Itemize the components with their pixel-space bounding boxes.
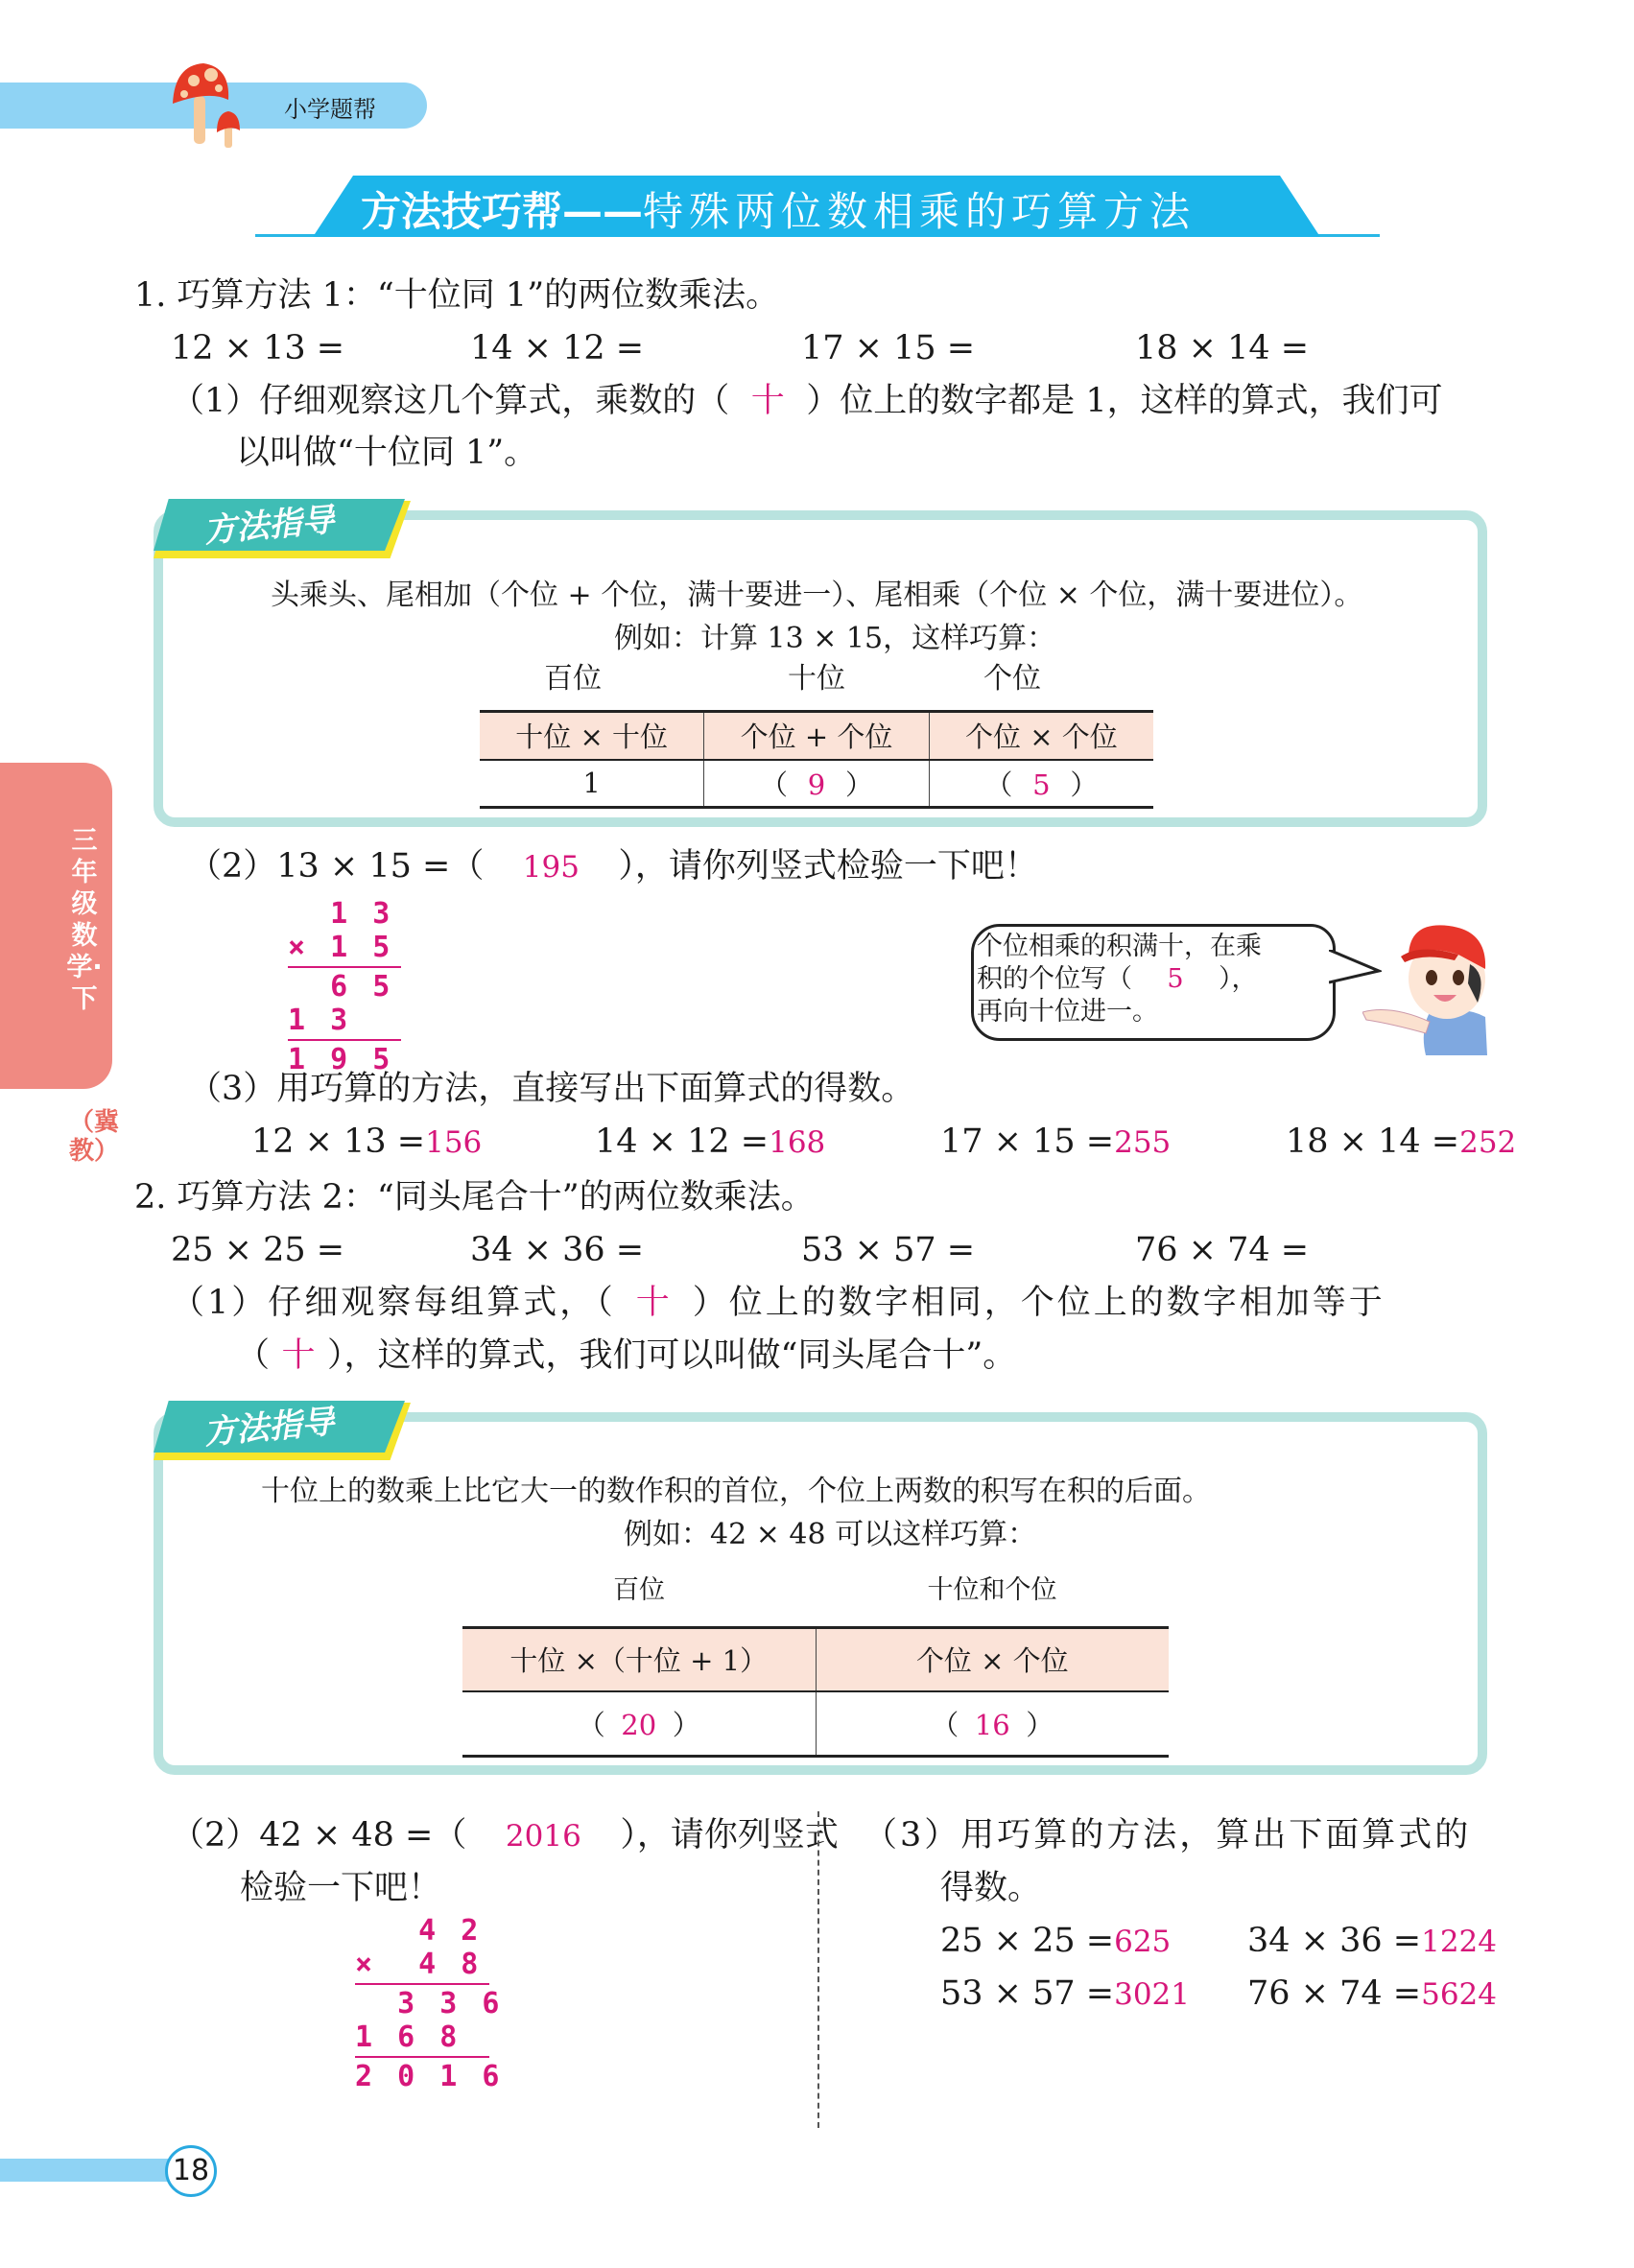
q2-heading: 2. 巧算方法 2：“同头尾合十”的两位数乘法。 (134, 1178, 815, 1217)
q2-part1-answer2: 十 (281, 1336, 316, 1375)
guide-example: 例如：计算 13 × 15，这样巧算： (614, 622, 1056, 655)
q2-result: 53 × 57 =3021 (940, 1974, 1191, 2013)
guide-col-labels: 百位 十位和个位 (613, 1575, 1057, 1605)
guide-rule: 十位上的数乘上比它大一的数作积的首位，个位上两数的积写在积的后面。 (261, 1475, 1211, 1508)
q1-part1: （1）仔细观察这几个算式，乘数的（ 十 ）位上的数字都是 1，这样的算式，我们可 (171, 382, 1443, 420)
q1-result: 18 × 14 =252 (1286, 1122, 1517, 1161)
vertical-calc-1: 1 3 × 1 5 6 5 1 3 1 9 5 (288, 897, 401, 1076)
side-grade-label: 三年级数学·下 (66, 826, 103, 1014)
q2-result: 25 × 25 =625 (940, 1922, 1172, 1960)
guide-example: 例如：42 × 48 可以这样巧算： (624, 1518, 1037, 1551)
q1-result: 14 × 12 =168 (595, 1122, 826, 1161)
q2-part3: （3）用巧算的方法，算出下面算式的 (864, 1816, 1472, 1855)
boy-character-illustration (1362, 916, 1487, 1059)
q1-expr: 14 × 12 = (470, 329, 645, 367)
q2-expr: 25 × 25 = (171, 1231, 345, 1269)
q1-result: 12 × 13 =156 (251, 1122, 483, 1161)
q1-part1-line2: 以叫做“十位同 1”。 (236, 434, 538, 472)
hint-text: 个位相乘的积满十，在乘 积的个位写（ 5 ）， 再向十位进一。 (977, 932, 1262, 1027)
q1-part3: （3）用巧算的方法，直接写出下面算式的得数。 (188, 1070, 915, 1108)
q2-part2: （2）42 × 48 =（ 2016 ），请你列竖式 (171, 1816, 839, 1855)
q2-expr: 53 × 57 = (801, 1231, 976, 1269)
brand-label: 小学题帮 (284, 96, 376, 123)
q2-result: 76 × 74 =5624 (1247, 1974, 1498, 2013)
side-edition-label: （冀教） (69, 1108, 120, 1166)
q1-heading: 1. 巧算方法 1：“十位同 1”的两位数乘法。 (134, 276, 780, 315)
q1-expr: 12 × 13 = (171, 329, 345, 367)
q2-expr: 76 × 74 = (1135, 1231, 1310, 1269)
q2-result: 34 × 36 =1224 (1247, 1922, 1498, 1960)
title-dash: —— (562, 188, 644, 235)
q2-part3-line2: 得数。 (940, 1869, 1042, 1907)
q2-expr: 34 × 36 = (470, 1231, 645, 1269)
q1-part2-answer: 195 (522, 850, 580, 885)
title-main: 方法技巧帮 (361, 188, 563, 235)
q2-part1: （1）仔细观察每组算式，（ 十 ）位上的数字相同，个位上的数字相加等于 (171, 1284, 1385, 1322)
footer-bar (0, 2159, 168, 2182)
guide-table-1: 十位 × 十位 个位 + 个位 个位 × 个位 1 （ 9 ） （ 5 ） (480, 710, 1153, 809)
guide-rule: 头乘头、尾相加（个位 + 个位，满十要进一）、尾相乘（个位 × 个位，满十要进位）。 (271, 579, 1363, 612)
page-title (361, 180, 1196, 238)
guide-tag-label: 方法指导 (201, 1403, 336, 1453)
q2-part2-answer: 2016 (505, 1819, 581, 1854)
q2-part1-answer: 十 (635, 1284, 673, 1322)
hint-answer: 5 (1167, 964, 1184, 994)
guide-col-labels: 百位 十位 个位 (544, 662, 1041, 696)
q1-part2: （2）13 × 15 =（ 195 ），请你列竖式检验一下吧！ (188, 847, 1038, 886)
guide-table-2: 十位 ×（十位 + 1） 个位 × 个位 （ 20 ） （ 16 ） (462, 1626, 1169, 1758)
q1-part1-answer: 十 (750, 382, 785, 420)
title-sub: 特殊两位数相乘的巧算方法 (643, 188, 1196, 235)
q1-expr: 17 × 15 = (801, 329, 976, 367)
vertical-calc-2: 4 2 × 4 8 3 3 6 1 6 8 2 0 1 6 (355, 1914, 504, 2093)
guide-tag-label: 方法指导 (201, 501, 336, 551)
q2-part2-line2: 检验一下吧！ (240, 1869, 442, 1907)
column-divider (817, 1811, 819, 2128)
q1-expr: 18 × 14 = (1135, 329, 1310, 367)
q2-part1-line2: （ 十 ），这样的算式，我们可以叫做“同头尾合十”。 (236, 1336, 1017, 1375)
q1-result: 17 × 15 =255 (940, 1122, 1172, 1161)
page-number: 18 (165, 2145, 217, 2197)
mushroom-icon (171, 61, 240, 148)
